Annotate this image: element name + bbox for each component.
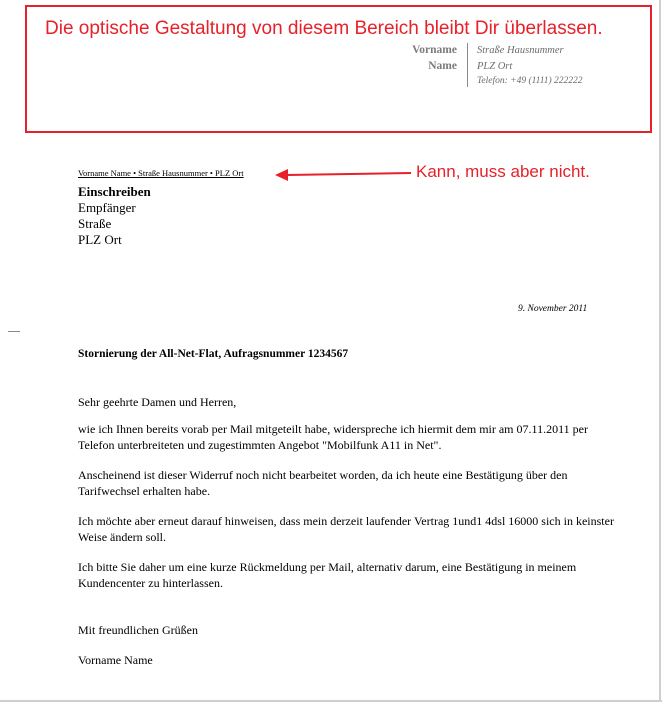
salutation: Sehr geehrte Damen und Herren,	[78, 395, 237, 409]
sender-divider	[467, 43, 468, 87]
letterhead-annotation: Die optische Gestaltung von diesem Bereich bleibt Dir überlassen.	[45, 18, 603, 39]
sender-first-name: Vorname	[412, 44, 457, 56]
sender-contact-block	[477, 43, 583, 90]
closing: Mit freundlichen Grüßen	[78, 623, 198, 637]
letter-subject: Stornierung der All-Net-Flat, Aufragsnummer 1234567	[78, 348, 349, 360]
mail-type: Einschreiben	[78, 184, 151, 199]
sender-name-block	[380, 43, 457, 74]
return-address-line: Vorname Name • Straße Hausnummer • PLZ Ort	[78, 168, 244, 178]
recipient-address	[78, 184, 151, 248]
signature: Vorname Name	[78, 653, 153, 667]
body-paragraph: Ich möchte aber erneut darauf hinweisen, dass mein derzeit laufender Vertrag 1und1 4dsl 16000 sich in keinster Weise ändern soll.	[78, 514, 614, 544]
recipient-street: Straße	[78, 216, 112, 231]
recipient-city: PLZ Ort	[78, 232, 122, 247]
body-paragraph: wie ich Ihnen bereits vorab per Mail mitgeteilt habe, widerspreche ich hiermit dem mir am 07.11.2011 per Telefon unterbreiteten und zugestimmten Angebot "Mobilfunk A11 in Net".	[78, 422, 588, 452]
sender-phone: Telefon: +49 (1111) 222222	[477, 76, 583, 86]
sender-city: PLZ Ort	[477, 60, 513, 72]
return-address-annotation: Kann, muss aber nicht.	[416, 162, 590, 181]
fold-mark	[8, 331, 20, 332]
sender-street: Straße Hausnummer	[477, 45, 564, 56]
recipient-name: Empfänger	[78, 200, 136, 215]
annotation-arrow-icon	[275, 166, 415, 184]
body-paragraph: Anscheinend ist dieser Widerruf noch nicht bearbeitet worden, da ich heute eine Bestätigung über den Tarifwechsel erhalten habe.	[78, 468, 568, 498]
page-border-right	[659, 0, 661, 702]
sender-last-name: Name	[428, 59, 457, 72]
body-paragraph: Ich bitte Sie daher um eine kurze Rückmeldung per Mail, alternativ darum, eine Bestätigung in meinem Kundencenter zu hinterlassen.	[78, 560, 577, 590]
letter-body	[78, 394, 618, 668]
letter-date: 9. November 2011	[518, 304, 588, 314]
